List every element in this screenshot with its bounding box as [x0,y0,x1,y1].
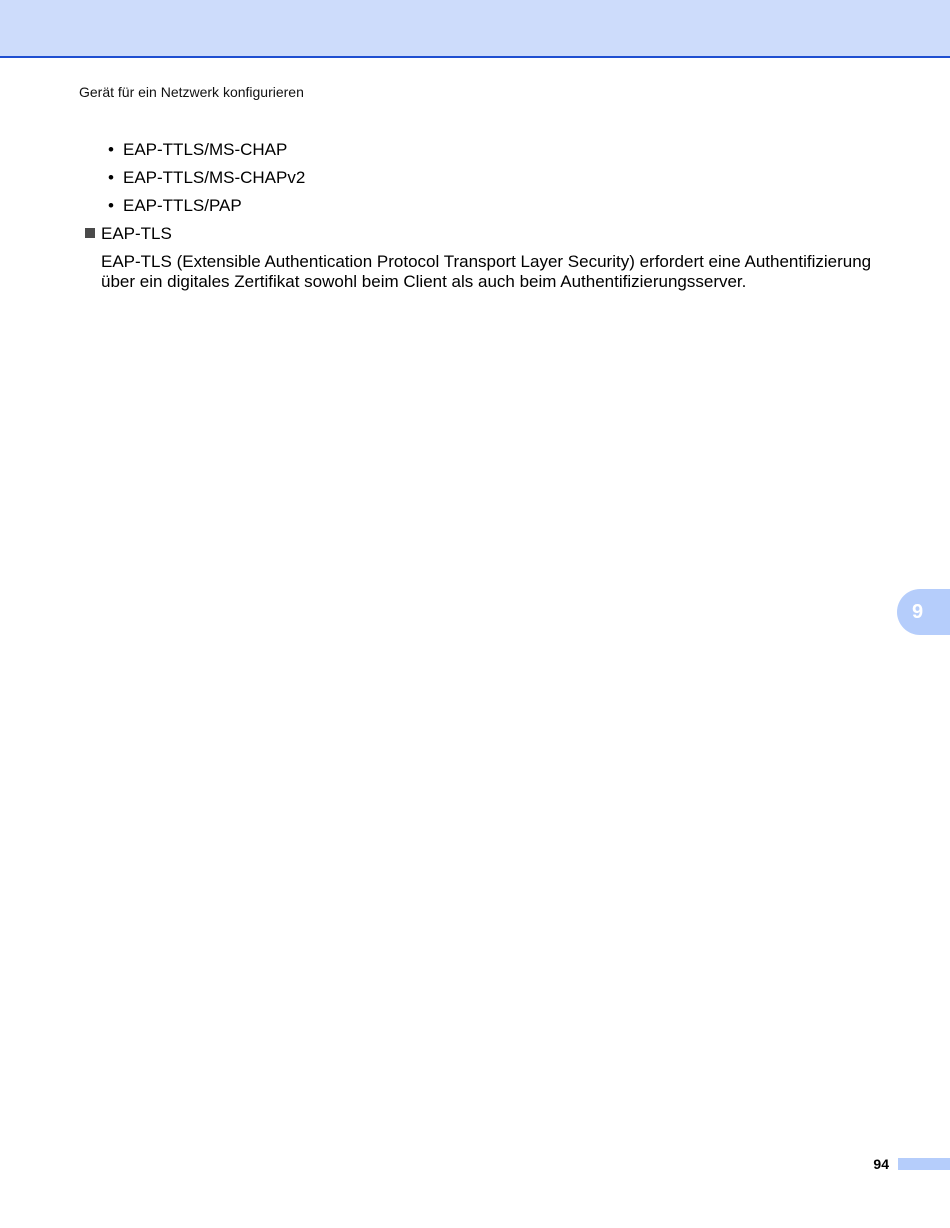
page-number-bar [898,1158,950,1170]
list-item [108,140,287,160]
list-item-label: EAP-TTLS/PAP [123,196,242,215]
list-item [108,196,242,216]
chapter-number: 9 [912,601,924,623]
list-item-label: EAP-TTLS/MS-CHAP [123,140,288,159]
bullet-icon: • [108,168,114,187]
bullet-icon: • [108,196,114,215]
square-bullet-icon [85,228,95,238]
header-band [0,0,950,58]
bullet-icon: • [108,140,114,159]
chapter-tab [897,589,950,635]
list-item-label: EAP-TTLS/MS-CHAPv2 [123,168,306,187]
list-item [108,168,305,188]
section-heading [85,224,172,244]
body-paragraph: EAP-TLS (Extensible Authentication Protocol Transport Layer Security) erfordert eine Authentifizierung über ein digitales Zertifikat sowohl beim Client als auch beim Authentifizierungsserver. [101,252,872,291]
running-head-title: Gerät für ein Netzwerk konfigurieren [79,84,304,100]
section-heading-label: EAP-TLS [101,224,172,243]
page-number: 94 [873,1156,889,1172]
